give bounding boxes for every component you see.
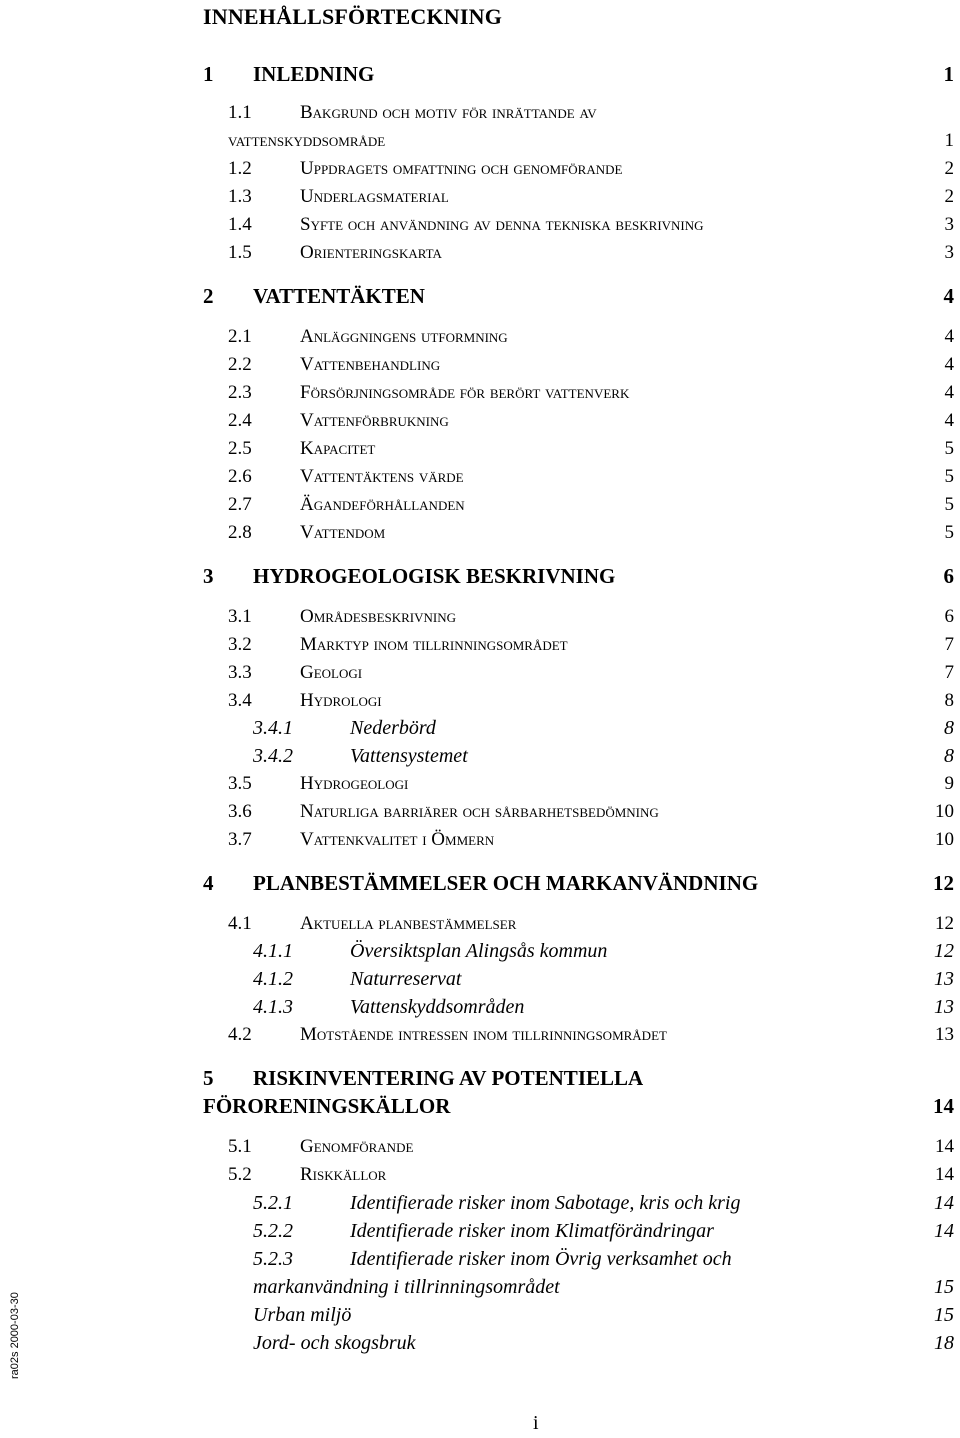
side-label: ra02s 2000-03-30 [9,1292,21,1379]
toc-entry-title: Genomförande [300,1136,414,1157]
toc-entry-number: 3.6 [228,801,252,822]
toc-entry-page: 12 [935,913,954,934]
toc-entry-page: 18 [934,1332,954,1354]
toc-entry-title: Översiktsplan Alingsås kommun [350,940,608,962]
toc-entry-page: 14 [933,1094,954,1118]
toc-entry-title: Geologi [300,662,363,683]
toc-entry-page: 1 [943,62,954,86]
toc-entry-page: 1 [944,130,954,151]
toc-entry-title: Vattensystemet [350,745,468,767]
toc-entry-number: 2.4 [228,410,252,431]
toc-entry-page: 9 [944,773,954,794]
toc-entry-title: Identifierade risker inom Sabotage, kris och krig [350,1192,741,1214]
toc-entry-title: Uppdragets omfattning och genomförande [300,158,623,179]
toc-entry-page: 13 [934,968,954,990]
toc-entry-title: Vattendom [300,522,386,543]
toc-entry-number: 5.2.2 [253,1220,293,1242]
toc-entry-page: 3 [944,214,954,235]
toc-entry-page: 12 [934,940,954,962]
toc-entry-page: 4 [944,354,954,375]
toc-entry-page: 4 [944,326,954,347]
toc-entry-page: 8 [944,745,954,767]
toc-entry-number: 2.8 [228,522,252,543]
toc-entry-page: 14 [934,1192,954,1214]
toc-entry-number: 4 [203,871,214,895]
toc-entry-page: 2 [944,186,954,207]
toc-title: INNEHÅLLSFÖRTECKNING [203,4,503,29]
toc-entry-number: 5.2 [228,1164,252,1185]
toc-entry-title: INLEDNING [253,62,375,86]
toc-entry-number: 1.4 [228,214,252,235]
toc-entry-page: 8 [944,690,954,711]
toc-entry-title: Syfte och användning av denna tekniska beskrivning [300,214,704,235]
toc-entry-title: Aktuella planbestämmelser [300,913,517,934]
toc-entry-title: Hydrologi [300,690,382,711]
toc-entry-title: Nederbörd [350,717,436,739]
toc-entry-number: 4.1.3 [253,996,293,1018]
toc-entry-number: 3.5 [228,773,252,794]
toc-entry-title: Motstående intressen inom tillrinningsområdet [300,1024,667,1045]
toc-entry-title: VATTENTÄKTEN [253,284,425,308]
toc-entry-number: 1.3 [228,186,252,207]
toc-entry-number: 5.2.3 [253,1248,293,1270]
toc-entry-title: Underlagsmaterial [300,186,449,207]
toc-entry-number: 2.3 [228,382,252,403]
toc-entry-page: 7 [944,634,954,655]
toc-entry-page: 4 [943,284,954,308]
toc-entry-number: 4.1.2 [253,968,293,990]
toc-entry-page: 4 [944,382,954,403]
toc-entry-number: 2 [203,284,214,308]
page-number: i [533,1412,539,1434]
toc-entry-page: 5 [944,522,954,543]
toc-entry-title: Riskkällor [300,1164,387,1185]
toc-entry-title: Urban miljö [253,1304,352,1326]
toc-entry-number: 4.1.1 [253,940,293,962]
toc-entry-title: Vattenkvalitet i Ömmern [300,829,495,850]
toc-entry-number: 5 [203,1066,214,1090]
toc-entry-number: 2.7 [228,494,252,515]
toc-entry-title: FÖRORENINGSKÄLLOR [203,1094,451,1118]
toc-entry-title: Vattenförbrukning [300,410,449,431]
toc-entry-title: RISKINVENTERING AV POTENTIELLA [253,1066,644,1090]
toc-entry-number: 3.2 [228,634,252,655]
toc-entry-page: 5 [944,466,954,487]
toc-entry-page: 10 [935,801,954,822]
toc-entry-title: Identifierade risker inom Övrig verksamhet och [350,1248,732,1270]
toc-entry-number: 4.2 [228,1024,252,1045]
toc-entry-number: 2.2 [228,354,252,375]
toc-entry-title: Vattenbehandling [300,354,441,375]
toc-entry-page: 2 [944,158,954,179]
toc-entry-page: 14 [935,1164,954,1185]
toc-entry-page: 6 [944,606,954,627]
toc-entry-title: Ägandeförhållanden [300,494,465,515]
toc-entry-page: 10 [935,829,954,850]
toc-entry-number: 1.1 [228,102,252,123]
toc-entry-title: Jord- och skogsbruk [253,1332,416,1354]
toc-entry-page: 4 [944,410,954,431]
toc-entry-title: Naturreservat [350,968,462,990]
toc-entry-page: 15 [934,1304,954,1326]
toc-entry-page: 13 [934,996,954,1018]
toc-entry-page: 13 [935,1024,954,1045]
toc-entry-number: 5.2.1 [253,1192,293,1214]
toc-entry-number: 3.4.1 [253,717,293,739]
toc-entry-title: Orienteringskarta [300,242,442,263]
toc-entry-title: Marktyp inom tillrinningsområdet [300,634,568,655]
toc-entry-title: Vattenskyddsområden [350,996,525,1018]
toc-entry-number: 3.3 [228,662,252,683]
toc-entry-number: 3.4.2 [253,745,293,767]
toc-entry-number: 1.5 [228,242,252,263]
toc-entry-title: Hydrogeologi [300,773,409,794]
toc-entry-title: HYDROGEOLOGISK BESKRIVNING [253,564,616,588]
toc-entry-title: Områdesbeskrivning [300,606,457,627]
toc-entry-page: 5 [944,438,954,459]
toc-entry-page: 14 [935,1136,954,1157]
toc-entry-number: 4.1 [228,913,252,934]
toc-entry-page: 12 [933,871,954,895]
toc-entry-number: 1.2 [228,158,252,179]
toc-entry-title: Kapacitet [300,438,376,459]
toc-entry-number: 2.5 [228,438,252,459]
toc-entry-title: vattenskyddsområde [228,130,386,151]
toc-entry-title: Bakgrund och motiv för inrättande av [300,102,597,123]
toc-entry-number: 3.1 [228,606,252,627]
toc-entry-page: 6 [943,564,954,588]
toc-entry-number: 1 [203,62,214,86]
toc-entry-page: 3 [944,242,954,263]
toc-entry-title: Identifierade risker inom Klimatförändringar [350,1220,714,1242]
toc-entry-number: 3.7 [228,829,252,850]
toc-entry-title: Vattentäktens värde [300,466,464,487]
toc-entry-page: 15 [934,1276,954,1298]
toc-entry-page: 14 [934,1220,954,1242]
toc-entry-page: 7 [944,662,954,683]
toc-entry-title: Naturliga barriärer och sårbarhetsbedömning [300,801,659,822]
toc-entry-page: 5 [944,494,954,515]
toc-entry-page: 8 [944,717,954,739]
toc-entry-title: Anläggningens utformning [300,326,508,347]
toc-entry-title: Försörjningsområde för berört vattenverk [300,382,630,403]
toc-entry-title: PLANBESTÄMMELSER OCH MARKANVÄNDNING [253,871,759,895]
toc-entry-number: 2.6 [228,466,252,487]
toc-entry-title: markanvändning i tillrinningsområdet [253,1276,560,1298]
toc-entry-number: 2.1 [228,326,252,347]
toc-entry-number: 3 [203,564,214,588]
toc-entry-number: 5.1 [228,1136,252,1157]
toc-entry-number: 3.4 [228,690,252,711]
